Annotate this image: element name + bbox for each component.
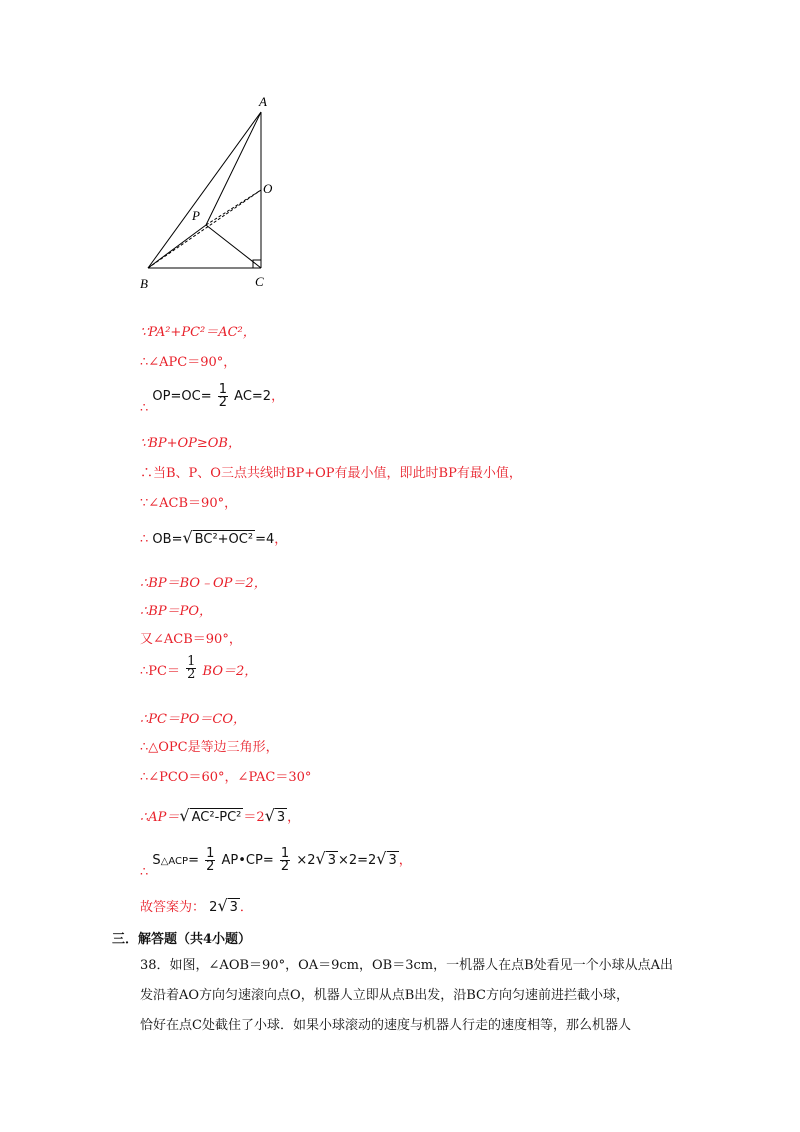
label-b: B — [140, 276, 148, 291]
step-12: ∴PC＝PO＝CO， — [140, 712, 246, 727]
fraction-half: $\frac{1}{2}$ — [187, 654, 196, 682]
step-8: ∴BP＝BO﹣OP＝2， — [140, 576, 267, 591]
sqrt-expression: AC²-PC² — [191, 810, 242, 825]
fraction-half: $\frac{1}{2}$ — [218, 382, 228, 410]
step-10: 又∠ACB＝90°， — [140, 632, 242, 647]
step-11: ∴PC＝ $\frac{1}{2}$ BO＝2， — [140, 654, 258, 682]
step-1: ∵PA²+PC²＝AC²， — [140, 325, 256, 340]
dashed-bo — [148, 190, 261, 268]
label-p: P — [192, 208, 200, 223]
step-9: ∴BP＝PO， — [140, 604, 212, 619]
problem-line-2: 发沿着AO方向匀速滚向点O，机器人立即从点B出发，沿BC方向匀速前进拦截小球， — [140, 988, 629, 1003]
label-o: O — [263, 181, 273, 196]
problem-line-1: 38．如图，∠AOB＝90°，OA＝9cm，OB＝3cm，一机器人在点B处看见一个小球从点A出 — [140, 958, 674, 973]
label-a: A — [259, 94, 267, 109]
step-7: ∴ OB=√ BC²+OC² =4， — [140, 528, 288, 547]
section-heading: 三．解答题（共4小题） — [112, 932, 252, 947]
segment-pc — [206, 225, 261, 268]
fraction-half: $\frac{1}{2}$ — [280, 846, 290, 874]
segment-ab — [148, 112, 261, 268]
final-answer: 故答案为： 2√ 3 ． — [140, 896, 253, 915]
fraction-half: $\frac{1}{2}$ — [206, 846, 215, 874]
step-4: ∵BP+OP≥OB， — [140, 436, 241, 451]
step-16: ∴ S△ACP= $\frac{1}{2}$ AP•CP= $\frac{1}{2}$ ×2√ 3 ×2=2√ 3 ， — [140, 846, 412, 880]
sqrt-expression: BC²+OC² — [194, 532, 254, 547]
step-13: ∴△OPC是等边三角形， — [140, 740, 279, 755]
step-3: ∴ OP=OC= $\frac{1}{2}$ AC=2， — [140, 382, 285, 416]
step-14: ∴∠PCO＝60°，∠PAC＝30° — [140, 770, 312, 785]
step-2: ∴∠APC＝90°， — [140, 355, 237, 370]
geometry-figure — [120, 90, 290, 300]
problem-line-3: 恰好在点C处截住了小球．如果小球滚动的速度与机器人行走的速度相等，那么机器人 — [140, 1018, 631, 1033]
step-15: ∴AP＝√ AC²-PC² ＝2√ 3 ， — [140, 806, 301, 825]
step-6: ∵∠ACB＝90°， — [140, 496, 238, 511]
step-5: ∴当B、P、O三点共线时BP+OP有最小值，即此时BP有最小值， — [140, 466, 522, 481]
label-c: C — [255, 274, 264, 289]
